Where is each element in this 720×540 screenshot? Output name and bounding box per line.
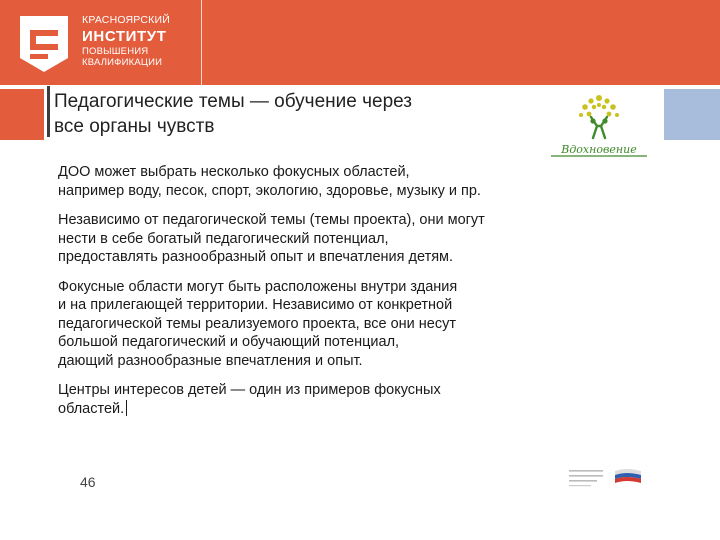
body-paragraph [58,381,618,418]
paragraph-line: ДОО может выбрать несколько фокусных областей, [58,164,410,180]
brand-logo-text: Вдохновение [561,143,637,156]
header-divider [201,0,202,85]
body-paragraph [58,278,618,371]
slide-body [58,163,618,429]
institute-name-line: ПОВЫШЕНИЯ [82,45,149,57]
title-rule [47,86,50,137]
paragraph-line: большой педагогический и обучающий потенциал, [58,334,400,350]
institute-name [82,15,170,70]
national-education-logo-icon [569,465,644,489]
institute-name-line: КВАЛИФИКАЦИИ [82,57,163,68]
institute-emblem-icon [18,14,70,74]
body-paragraph [58,163,618,200]
paragraph-line: нести в себе богатый педагогический потенциал, [58,230,389,247]
slide-title-line: Педагогические темы — обучение через [54,91,412,112]
paragraph-line: дающий разнообразные впечатления и опыт. [58,352,363,369]
paragraph-line: Фокусные области могут быть расположены внутри здания [58,278,458,295]
paragraph-line: предоставлять разнообразный опыт и впечатления детям. [58,249,454,265]
paragraph-line: Центры интересов детей — один из примеров фокусных [58,382,441,398]
institute-name-line: КРАСНОЯРСКИЙ [82,14,170,26]
paragraph-line: Независимо от педагогической темы (темы проекта), они могут [58,212,485,228]
paragraph-line: областей. [58,400,125,417]
institute-name-line: ИНСТИТУТ [82,27,167,45]
slide-title-line: все органы чувств [54,116,215,137]
slide-title [54,89,524,139]
brand-logo [547,92,651,162]
page-number: 46 [80,474,96,490]
paragraph-line: например воду, песок, спорт, экологию, здоровье, музыку и пр. [58,182,481,199]
header-band [0,0,720,85]
right-accent-tab [664,89,720,140]
body-paragraph [58,211,618,267]
paragraph-line: и на прилегающей территории. Независимо от конкретной [58,297,453,313]
paragraph-line: педагогической темы реализуемого проекта, все они несут [58,315,457,332]
left-accent-tab [0,89,44,140]
text-cursor [126,400,127,416]
